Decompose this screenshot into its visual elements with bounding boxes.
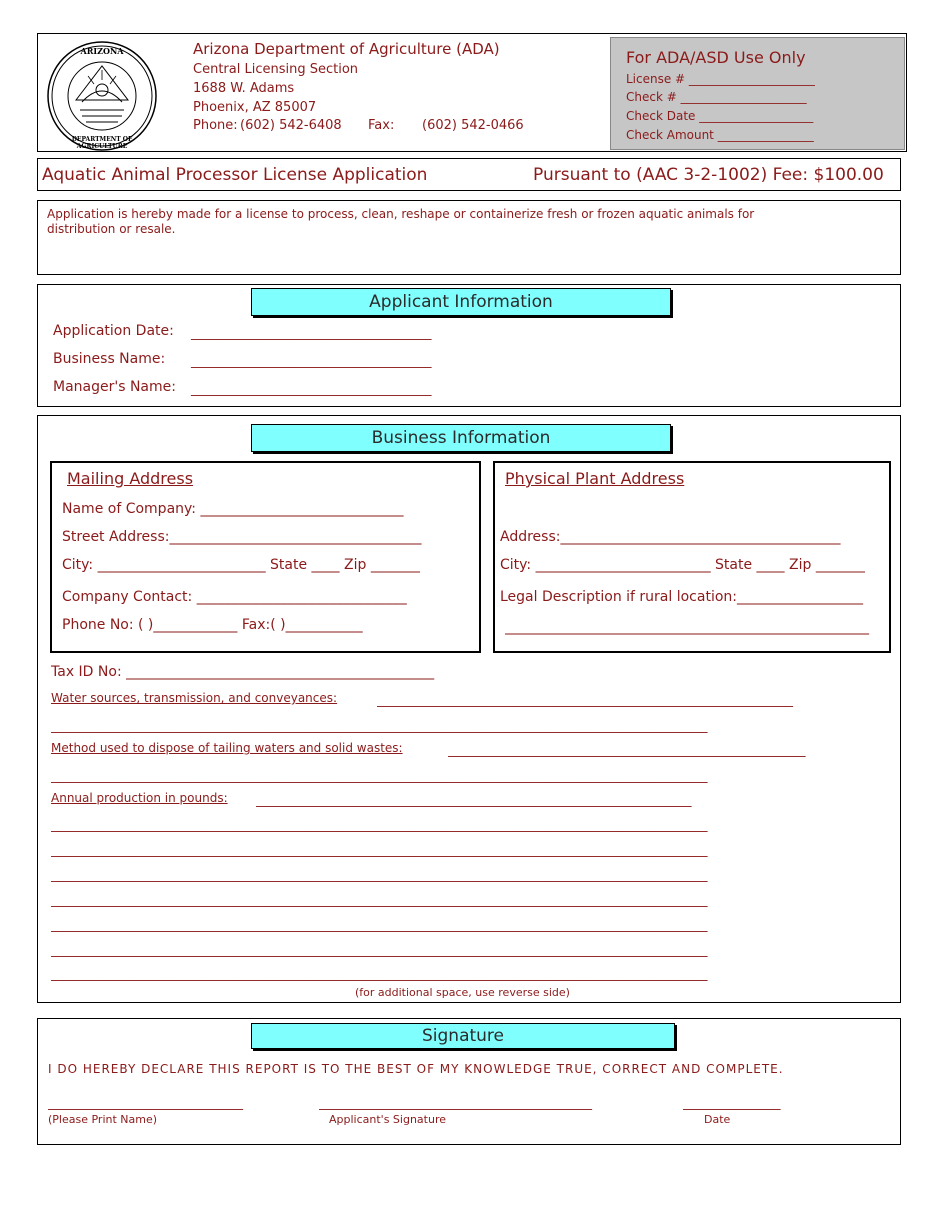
fax-label: Fax: (368, 118, 395, 133)
production-line-2[interactable]: _____________________________________________________________________________________________________ (51, 843, 708, 858)
physical-address-field[interactable]: Address:________________________________________ (500, 529, 841, 545)
print-name-field[interactable]: ______________________________ (48, 1096, 243, 1111)
applicant-signature-field[interactable]: __________________________________________ (319, 1096, 592, 1111)
office-license: License # _____________________ (626, 72, 815, 86)
office-check-no: Check # _____________________ (626, 90, 807, 104)
mailing-street-field[interactable]: Street Address:____________________________________ (62, 529, 422, 545)
business-name-label: Business Name: (53, 351, 166, 367)
seal-bottom-text: DEPARTMENT OF AGRICULTURE (71, 136, 133, 150)
phone-number: (602) 542-6408 (240, 118, 342, 133)
disposal-method-label: Method used to dispose of tailing waters and solid wastes: (51, 741, 403, 755)
business-name-field[interactable]: _____________________________________ (191, 354, 432, 369)
intro-text: Application is hereby made for a license to process, clean, reshape or containerize fresh or frozen aquatic animals for distribution or resale. (47, 207, 755, 236)
agency-name: Arizona Department of Agriculture (ADA) (193, 40, 500, 58)
print-name-label: (Please Print Name) (48, 1113, 158, 1126)
seal-icon (46, 40, 158, 152)
physical-city-field[interactable]: City: _________________________ State ____ Zip _______ (500, 557, 865, 573)
water-sources-label: Water sources, transmission, and conveyances: (51, 691, 338, 705)
mailing-address-title: Mailing Address (67, 469, 194, 488)
seal-top-text: ARIZONA (80, 46, 124, 56)
production-line-6[interactable]: _____________________________________________________________________________________________________ (51, 943, 708, 958)
agency-street: 1688 W. Adams (193, 81, 295, 96)
fax-number: (602) 542-0466 (422, 118, 524, 133)
physical-legal-line[interactable]: ____________________________________________________ (505, 619, 869, 635)
mailing-company-field[interactable]: Name of Company: _____________________________ (62, 501, 404, 517)
form-title: Aquatic Animal Processor License Application (42, 165, 428, 185)
mailing-phone-field[interactable]: Phone No: ( )____________ Fax:( )___________ (62, 617, 363, 633)
manager-name-label: Manager's Name: (53, 379, 176, 395)
production-line-7[interactable]: _____________________________________________________________________________________________________ (51, 967, 708, 982)
tax-id-field[interactable]: Tax ID No: ____________________________________________ (51, 664, 435, 680)
application-date-label: Application Date: (53, 323, 174, 339)
agency-city: Phoenix, AZ 85007 (193, 100, 317, 115)
production-line-4[interactable]: _____________________________________________________________________________________________________ (51, 893, 708, 908)
water-sources-line[interactable]: _____________________________________________________________________________________________________ (51, 719, 708, 734)
disposal-method-field[interactable]: _______________________________________________________ (448, 743, 806, 758)
physical-address-title: Physical Plant Address (505, 469, 685, 488)
date-label: Date (704, 1113, 731, 1126)
water-sources-field[interactable]: ________________________________________________________________ (377, 693, 793, 708)
production-line-1[interactable]: _____________________________________________________________________________________________________ (51, 818, 708, 833)
reverse-side-note: (for additional space, use reverse side) (355, 986, 570, 999)
production-line-5[interactable]: _____________________________________________________________________________________________________ (51, 918, 708, 933)
office-check-amount: Check Amount ________________ (626, 128, 814, 142)
production-line-3[interactable]: _____________________________________________________________________________________________________ (51, 868, 708, 883)
mailing-city-field[interactable]: City: ________________________ State ____ Zip _______ (62, 557, 420, 573)
phone-label: Phone: (193, 118, 238, 133)
signature-heading: Signature (251, 1023, 675, 1049)
application-date-field[interactable]: _____________________________________ (191, 326, 432, 341)
physical-legal-field[interactable]: Legal Description if rural location:__________________ (500, 589, 863, 605)
applicant-signature-label: Applicant's Signature (329, 1113, 446, 1126)
annual-production-label: Annual production in pounds: (51, 791, 228, 805)
annual-production-field[interactable]: ___________________________________________________________________ (256, 793, 692, 808)
office-check-date: Check Date ___________________ (626, 109, 814, 123)
date-field[interactable]: _______________ (683, 1096, 781, 1111)
mailing-contact-field[interactable]: Company Contact: ______________________________ (62, 589, 407, 605)
business-heading: Business Information (251, 424, 671, 452)
form-pursuant: Pursuant to (AAC 3-2-1002) Fee: $100.00 (533, 165, 884, 185)
office-use-title: For ADA/ASD Use Only (626, 48, 806, 67)
agency-section: Central Licensing Section (193, 62, 359, 77)
manager-name-field[interactable]: _____________________________________ (191, 382, 432, 397)
declaration-text: I DO HEREBY DECLARE THIS REPORT IS TO THE BEST OF MY KNOWLEDGE TRUE, CORRECT AND COMPLETE. (48, 1062, 784, 1076)
applicant-heading: Applicant Information (251, 288, 671, 316)
disposal-method-line[interactable]: _____________________________________________________________________________________________________ (51, 769, 708, 784)
